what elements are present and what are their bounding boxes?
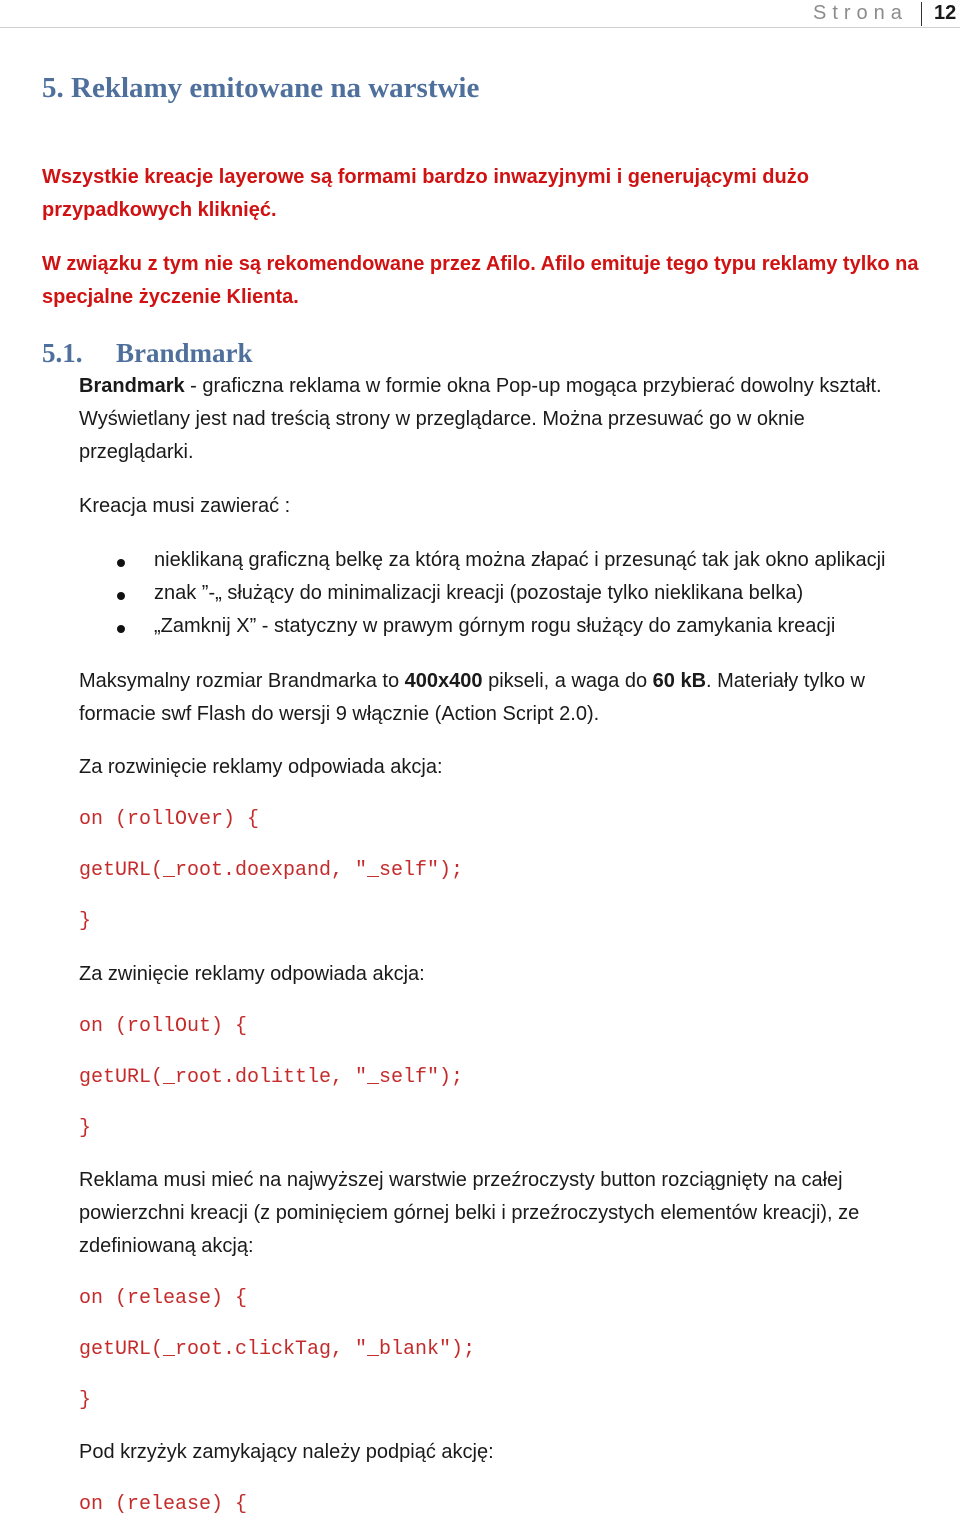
- intro-rest: - graficzna reklama w formie okna Pop-up mogąca przybierać dowolny kształt.: [184, 375, 882, 397]
- code-line: on (rollOver) {: [79, 808, 260, 831]
- size-post: . Materiały tylko w: [706, 670, 865, 692]
- list-item: znak ”-„ służący do minimalizacji kreacji (pozostaje tylko nieklikana belka): [154, 582, 804, 604]
- button-text-line-1: Reklama musi mieć na najwyższej warstwie przeźroczysty button rozciągnięty na całej: [79, 1169, 843, 1191]
- size-weight: 60 kB: [652, 670, 707, 692]
- size-line-2: formacie swf Flash do wersji 9 włącznie (Action Script 2.0).: [79, 703, 600, 725]
- collapse-label: Za zwinięcie reklamy odpowiada akcja:: [79, 963, 425, 985]
- header-separator: [921, 2, 922, 26]
- bullet-icon: [117, 592, 125, 600]
- code-line: getURL(_root.doexpand, "_self");: [79, 859, 464, 882]
- code-line: on (release) {: [79, 1493, 248, 1516]
- subsection-heading: [42, 338, 253, 369]
- intro-bold: Brandmark: [79, 375, 185, 397]
- header-rule: [0, 27, 960, 28]
- warning-line-2: przypadkowych kliknięć.: [42, 199, 277, 221]
- code-line: }: [79, 1117, 92, 1140]
- intro-line-3: przeglądarki.: [79, 441, 194, 463]
- subsection-title: Brandmark: [116, 338, 253, 368]
- warning-line-3: W związku z tym nie są rekomendowane przez Afilo. Afilo emituje tego typu reklamy tylko na: [42, 253, 919, 275]
- list-item: „Zamknij X” - statyczny w prawym górnym rogu służący do zamykania kreacji: [154, 615, 836, 637]
- size-dims: 400x400: [404, 670, 483, 692]
- button-text-line-3: zdefiniowaną akcją:: [79, 1235, 254, 1257]
- expand-label: Za rozwinięcie reklamy odpowiada akcja:: [79, 756, 443, 778]
- code-line: }: [79, 910, 92, 933]
- must-contain-label: Kreacja musi zawierać :: [79, 495, 291, 517]
- size-mid: pikseli, a waga do: [482, 670, 653, 692]
- intro-line-2: Wyświetlany jest nad treścią strony w przeglądarce. Można przesuwać go w oknie: [79, 408, 805, 430]
- bullet-icon: [117, 625, 125, 633]
- list-item: nieklikaną graficzną belkę za którą można złapać i przesunąć tak jak okno aplikacji: [154, 549, 886, 571]
- code-line: getURL(_root.dolittle, "_self");: [79, 1066, 464, 1089]
- button-text-line-2: powierzchni kreacji (z pominięciem górnej belki i przeźroczystych elementów kreacji), ze: [79, 1202, 860, 1224]
- size-line-1: [79, 670, 865, 693]
- code-line: }: [79, 1389, 92, 1412]
- code-line: on (rollOut) {: [79, 1015, 248, 1038]
- intro-line-1: [79, 375, 882, 398]
- bullet-icon: [117, 559, 125, 567]
- close-label: Pod krzyżyk zamykający należy podpiąć akcję:: [79, 1441, 494, 1463]
- page-number: 12: [934, 2, 957, 24]
- code-line: on (release) {: [79, 1287, 248, 1310]
- size-pre: Maksymalny rozmiar Brandmarka to: [79, 670, 405, 692]
- warning-line-1: Wszystkie kreacje layerowe są formami bardzo inwazyjnymi i generującymi dużo: [42, 166, 809, 188]
- page-label: Strona: [813, 2, 908, 24]
- subsection-number: 5.1.: [42, 338, 83, 368]
- section-heading: 5. Reklamy emitowane na warstwie: [42, 72, 480, 104]
- code-line: getURL(_root.clickTag, "_blank");: [79, 1338, 476, 1361]
- warning-line-4: specjalne życzenie Klienta.: [42, 286, 299, 308]
